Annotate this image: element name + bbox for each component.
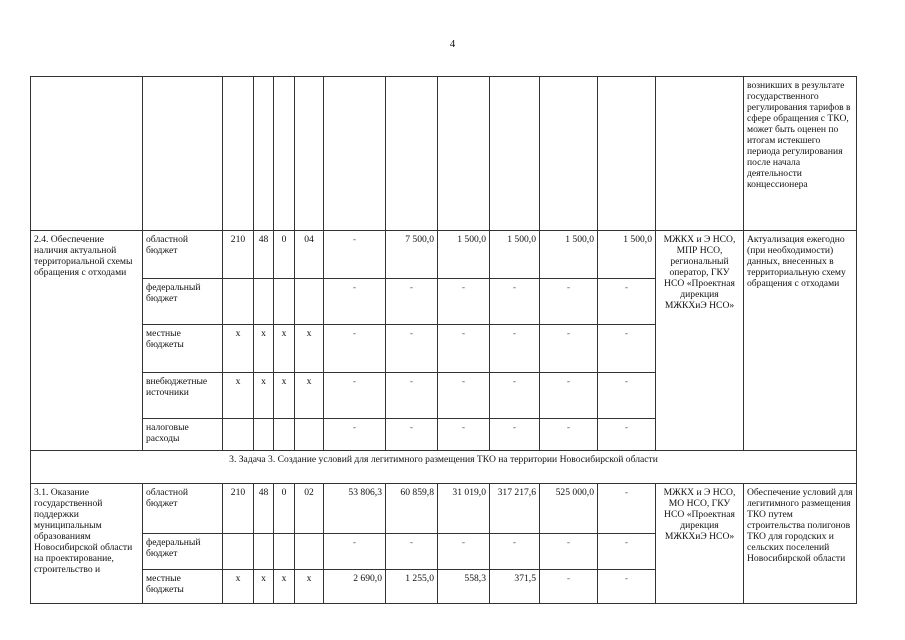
- code-cell: 0: [274, 484, 295, 534]
- table-row: [31, 484, 857, 534]
- value-cell: 1 500,0: [540, 231, 598, 279]
- value-cell: 7 500,0: [386, 231, 438, 279]
- funding-source: внебюджетные источники: [143, 373, 223, 419]
- funding-source: областной бюджет: [143, 484, 223, 534]
- funding-source: федеральный бюджет: [143, 534, 223, 570]
- code-cell: [223, 534, 254, 570]
- value-cell: 53 806,3: [324, 484, 386, 534]
- code-cell: 04: [295, 231, 324, 279]
- code-cell: [223, 419, 254, 451]
- value-cell: -: [438, 534, 490, 570]
- value-cell: -: [386, 534, 438, 570]
- value-cell: 1 500,0: [438, 231, 490, 279]
- value-cell: -: [540, 570, 598, 604]
- value-cell: -: [540, 279, 598, 325]
- funding-source: местные бюджеты: [143, 325, 223, 373]
- value-cell: -: [540, 373, 598, 419]
- value-cell: 317 217,6: [490, 484, 540, 534]
- code-cell: х: [223, 570, 254, 604]
- code-cell: [254, 534, 274, 570]
- code-cell: [295, 534, 324, 570]
- value-cell: -: [598, 373, 656, 419]
- value-cell: -: [324, 231, 386, 279]
- code-cell: х: [223, 373, 254, 419]
- executors: МЖКХ и Э НСО, МО НСО, ГКУ НСО «Проектная дирекция МЖКХиЭ НСО»: [656, 484, 744, 604]
- code-cell: 02: [295, 484, 324, 534]
- expected-result: Актуализация ежегодно (при необходимости) данных, внесенных в территориальную схему обращения с отходами: [744, 231, 857, 451]
- value-cell: -: [540, 325, 598, 373]
- value-cell: 1 500,0: [598, 231, 656, 279]
- code-cell: х: [295, 373, 324, 419]
- value-cell: 371,5: [490, 570, 540, 604]
- code-cell: [274, 534, 295, 570]
- executors: МЖКХ и Э НСО, МПР НСО, региональный оператор, ГКУ НСО «Проектная дирекция МЖКХиЭ НСО»: [656, 231, 744, 451]
- value-cell: -: [324, 373, 386, 419]
- funding-source: областной бюджет: [143, 231, 223, 279]
- value-cell: -: [324, 325, 386, 373]
- program-table: [30, 76, 857, 604]
- value-cell: -: [598, 325, 656, 373]
- expected-result: Обеспечение условий для легитимного размещения ТКО путем строительства полигонов ТКО для городских и сельских поселений Новосибирской области: [744, 484, 857, 604]
- value-cell: -: [386, 279, 438, 325]
- code-cell: х: [274, 325, 295, 373]
- table-row: [31, 231, 857, 279]
- code-cell: 48: [254, 484, 274, 534]
- value-cell: -: [438, 419, 490, 451]
- task-heading-row: [31, 451, 857, 484]
- value-cell: -: [598, 570, 656, 604]
- code-cell: 0: [274, 231, 295, 279]
- value-cell: -: [598, 484, 656, 534]
- value-cell: -: [598, 419, 656, 451]
- value-cell: -: [386, 419, 438, 451]
- code-cell: [254, 419, 274, 451]
- value-cell: -: [324, 419, 386, 451]
- code-cell: х: [254, 570, 274, 604]
- value-cell: 525 000,0: [540, 484, 598, 534]
- value-cell: -: [490, 373, 540, 419]
- value-cell: -: [490, 534, 540, 570]
- page-number: 4: [449, 38, 456, 50]
- funding-source: местные бюджеты: [143, 570, 223, 604]
- value-cell: -: [490, 279, 540, 325]
- code-cell: х: [274, 373, 295, 419]
- code-cell: х: [254, 373, 274, 419]
- code-cell: х: [295, 570, 324, 604]
- code-cell: [223, 279, 254, 325]
- code-cell: х: [223, 325, 254, 373]
- value-cell: 60 859,8: [386, 484, 438, 534]
- code-cell: 210: [223, 231, 254, 279]
- value-cell: 558,3: [438, 570, 490, 604]
- code-cell: [274, 279, 295, 325]
- value-cell: -: [386, 325, 438, 373]
- value-cell: -: [386, 373, 438, 419]
- code-cell: [254, 279, 274, 325]
- measure-name: 2.4. Обеспечение наличия актуальной территориальной схемы обращения с отходами: [31, 231, 143, 451]
- funding-source: налоговые расходы: [143, 419, 223, 451]
- value-cell: -: [438, 279, 490, 325]
- code-cell: х: [274, 570, 295, 604]
- code-cell: [274, 419, 295, 451]
- value-cell: -: [438, 325, 490, 373]
- value-cell: 31 019,0: [438, 484, 490, 534]
- code-cell: х: [295, 325, 324, 373]
- code-cell: 48: [254, 231, 274, 279]
- value-cell: -: [490, 325, 540, 373]
- value-cell: -: [324, 279, 386, 325]
- measure-name: 3.1. Оказание государственной поддержки муниципальным образованиям Новосибирской области на проектирование, строительство и: [31, 484, 143, 604]
- code-cell: х: [254, 325, 274, 373]
- value-cell: 2 690,0: [324, 570, 386, 604]
- value-cell: 1 500,0: [490, 231, 540, 279]
- value-cell: -: [540, 534, 598, 570]
- continuation-result-text: возникших в результате государственного регулирования тарифов в сфере обращения с ТКО, может быть оценен по итогам истекшего периода регулирования после начала деятельности концессионера: [744, 77, 857, 231]
- task-heading: 3. Задача 3. Создание условий для легитимного размещения ТКО на территории Новосибирской области: [31, 451, 857, 484]
- value-cell: -: [598, 279, 656, 325]
- continuation-row: [31, 77, 857, 231]
- value-cell: -: [490, 419, 540, 451]
- value-cell: -: [438, 373, 490, 419]
- code-cell: [295, 279, 324, 325]
- value-cell: -: [540, 419, 598, 451]
- code-cell: [295, 419, 324, 451]
- value-cell: -: [324, 534, 386, 570]
- value-cell: 1 255,0: [386, 570, 438, 604]
- code-cell: 210: [223, 484, 254, 534]
- funding-source: федеральный бюджет: [143, 279, 223, 325]
- value-cell: -: [598, 534, 656, 570]
